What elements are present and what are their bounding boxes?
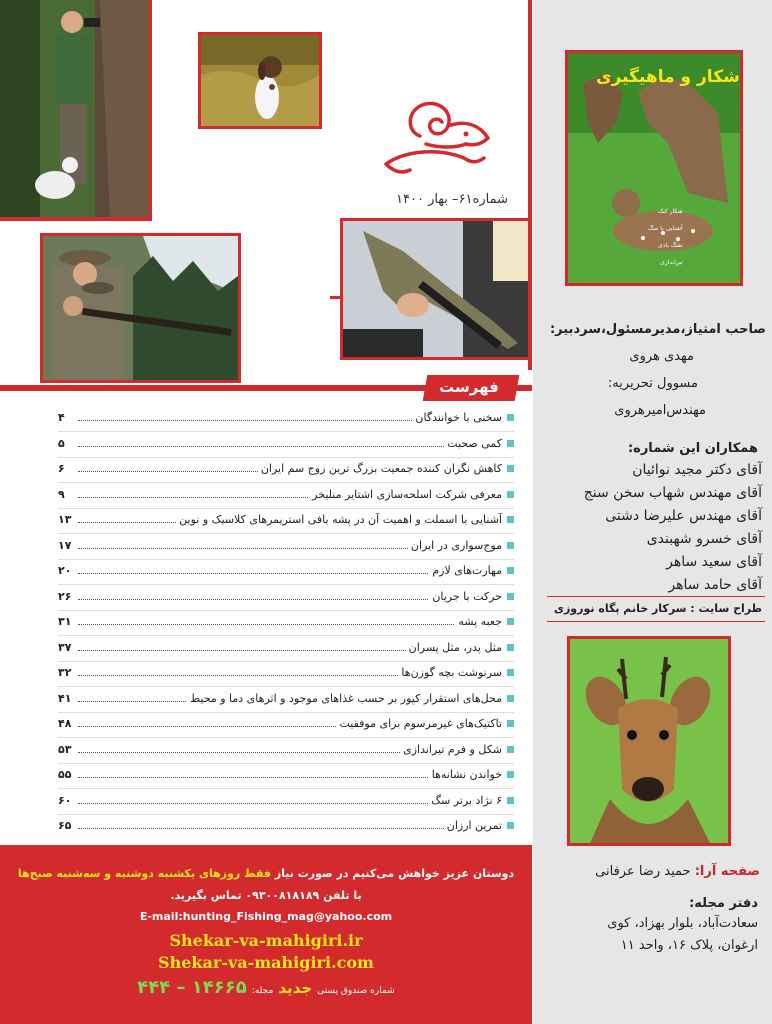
toc-item-page: ۴۱ (58, 692, 76, 705)
cover-bullet: آشنایی با سگ (648, 225, 683, 232)
toc-item[interactable] (58, 639, 514, 659)
footer-phone: با تلفن ۰۹۳۰۰۸۱۸۱۸۹ تماس بگیرید. (170, 889, 362, 902)
toc-item-title: کمی صحبت (444, 437, 502, 450)
footer-notice (0, 867, 532, 880)
toc-item-title: جعبه پشه (455, 615, 502, 628)
toc-item-title: تاکتیک‌های غیرمرسوم برای موفقیت (336, 717, 502, 730)
hunters-photo (40, 233, 241, 383)
toc-item-title: خواندن نشانه‌ها (429, 768, 502, 781)
pobox-number: ۱۴۶۶۵ – ۴۴۴ (137, 977, 247, 998)
toc-item-page: ۱۳ (58, 513, 76, 526)
owner-label: صاحب امتیاز،مدیرمسئول،سردبیر: (549, 322, 766, 337)
footer-site-com[interactable]: Shekar-va-mahigiri.com (158, 953, 374, 972)
masthead-column (533, 0, 772, 1024)
cover-logo: شکار و ماهیگیری (596, 67, 740, 87)
bullet-icon (507, 542, 514, 549)
toc-item[interactable] (58, 511, 514, 531)
toc-item-page: ۵ (58, 437, 76, 450)
bullet-icon (507, 720, 514, 727)
toc-item-title: مثل پدر، مثل پسران (406, 641, 502, 654)
pobox-suffix: مجله: (251, 986, 274, 996)
footer-site-ir[interactable]: Shekar-va-mahigiri.ir (169, 931, 363, 950)
cover-bullet: تفنگ بادی (658, 242, 683, 249)
bullet-icon (507, 771, 514, 778)
bullet-icon (507, 695, 514, 702)
toc-item-page: ۳۱ (58, 615, 76, 628)
footer-email[interactable]: E-mail:hunting_Fishing_mag@yahoo.com (139, 910, 393, 923)
toc-item-title: سخنی با خوانندگان (412, 411, 502, 424)
collaborator-name: آقای دکتر مجید نوائیان (632, 462, 762, 478)
roe-deer-photo (567, 636, 731, 846)
owner-name: مهدی هروی (629, 349, 694, 364)
toc-item-page: ۴۸ (58, 717, 76, 730)
cover-bullets (648, 203, 683, 271)
editor-name: مهندس‌امیرهروی (614, 403, 706, 418)
toc-item[interactable] (58, 817, 514, 837)
layout-credit (595, 864, 760, 879)
bullet-icon (507, 567, 514, 574)
editor-label: مسوول تحریریه: (607, 376, 698, 391)
toc-item-title: موج‌سواری در ایران (408, 539, 502, 552)
toc-header-bar (0, 375, 532, 401)
toc-item[interactable] (58, 537, 514, 557)
cover-bullet: تیراندازی (660, 259, 683, 266)
pobox-label: شماره صندوق پستی (317, 986, 395, 996)
toc-item-page: ۳۲ (58, 666, 76, 679)
toc-item-page: ۱۷ (58, 539, 76, 552)
bullet-icon (507, 414, 514, 421)
toc-item[interactable] (58, 741, 514, 761)
magazine-logo-icon (380, 92, 498, 184)
toc-item[interactable] (58, 460, 514, 480)
bullet-icon (507, 822, 514, 829)
toc-item-page: ۲۶ (58, 590, 76, 603)
toc-item-title: سرنوشت بچه گوزن‌ها (398, 666, 502, 679)
rifle-photo (340, 218, 531, 360)
toc-item-title: تمرین ارزان (444, 819, 502, 832)
toc-item-page: ۶۵ (58, 819, 76, 832)
toc-item-page: ۶۰ (58, 794, 76, 807)
toc-item[interactable] (58, 690, 514, 710)
toc-item-title: کاهش نگران کننده جمعیت بزرگ ترین زوج سم ایران (258, 462, 502, 475)
toc-item[interactable] (58, 588, 514, 608)
spaniel-photo (198, 32, 322, 129)
office-address-line1: سعادت‌آباد، بلوار بهزاد، کوی (607, 916, 758, 931)
toc-item-title: حرکت با جریان (429, 590, 502, 603)
cover-image (565, 50, 743, 286)
layout-name: حمید رضا عرفانی (595, 864, 691, 879)
bullet-icon (507, 618, 514, 625)
toc-item-title: آشنایی با اسملت و اهمیت آن در پشه بافی استریمرهای کلاسیک و نوین (176, 513, 502, 526)
toc-item-page: ۶ (58, 462, 76, 475)
bullet-icon (507, 593, 514, 600)
toc-item-title: مهارت‌های لازم (429, 564, 502, 577)
bullet-icon (507, 491, 514, 498)
toc-item-page: ۵۳ (58, 743, 76, 756)
site-designer: طراح سایت : سرکار خانم پگاه نوروزی (553, 602, 762, 615)
toc-item[interactable] (58, 664, 514, 684)
toc-header: فهرست (439, 378, 499, 396)
bullet-icon (507, 516, 514, 523)
toc-item-page: ۵۵ (58, 768, 76, 781)
footer-pobox (0, 977, 532, 998)
cover-bullet: شکار کبک (657, 208, 683, 215)
bullet-icon (507, 746, 514, 753)
office-address-line2: ارغوان، پلاک ۱۶، واحد ۱۱ (620, 938, 758, 953)
collaborator-name: آقای حامد ساهر (668, 577, 762, 593)
bullet-icon (507, 669, 514, 676)
toc-item-title: ۶ نژاد برتر سگ (428, 794, 502, 807)
toc-item[interactable] (58, 409, 514, 429)
bullet-icon (507, 465, 514, 472)
toc-item-page: ۹ (58, 488, 76, 501)
toc-item[interactable] (58, 435, 514, 455)
collaborator-name: آقای مهندس علیرضا دشتی (605, 508, 762, 524)
toc-item-title: معرفی شرکت اسلحه‌سازی اشتایر منلیخر (309, 488, 502, 501)
collaborator-name: آقای سعید ساهر (666, 554, 762, 570)
layout-label: صفحه آرا: (694, 864, 760, 879)
toc-item-page: ۳۷ (58, 641, 76, 654)
toc-item[interactable] (58, 486, 514, 506)
office-label: دفتر مجله: (689, 896, 758, 911)
toc-item[interactable] (58, 562, 514, 582)
toc-item[interactable] (58, 715, 514, 735)
toc-item-page: ۲۰ (58, 564, 76, 577)
collaborator-name: آقای خسرو شهبندی (646, 531, 762, 547)
bullet-icon (507, 644, 514, 651)
toc-item-title: شکل و فرم تیراندازی (400, 743, 502, 756)
footer-notice-highlight: فقط روزهای یکشنبه دوشنبه و سه‌شنبه صبح‌ها (17, 867, 271, 880)
bullet-icon (507, 797, 514, 804)
footer (0, 845, 532, 1024)
issue-label: شماره۶۱– بهار ۱۴۰۰ (396, 192, 508, 207)
pobox-new: جدید (278, 979, 313, 997)
toc-item[interactable] (58, 613, 514, 633)
hunter-photo (0, 0, 152, 220)
footer-notice-prefix: دوستان عزیز خواهش می‌کنیم در صورت نیاز (274, 867, 515, 880)
toc-item-title: محل‌های استقرار کپور بر حسب غذاهای موجود و اثرهای دما و محیط (187, 692, 502, 705)
collaborators-label: همکاران این شماره: (627, 441, 758, 456)
toc-item-page: ۴ (58, 411, 76, 424)
collaborator-name: آقای مهندس شهاب سخن سنج (583, 485, 762, 501)
bullet-icon (507, 440, 514, 447)
toc-item[interactable] (58, 792, 514, 812)
toc-item[interactable] (58, 766, 514, 786)
